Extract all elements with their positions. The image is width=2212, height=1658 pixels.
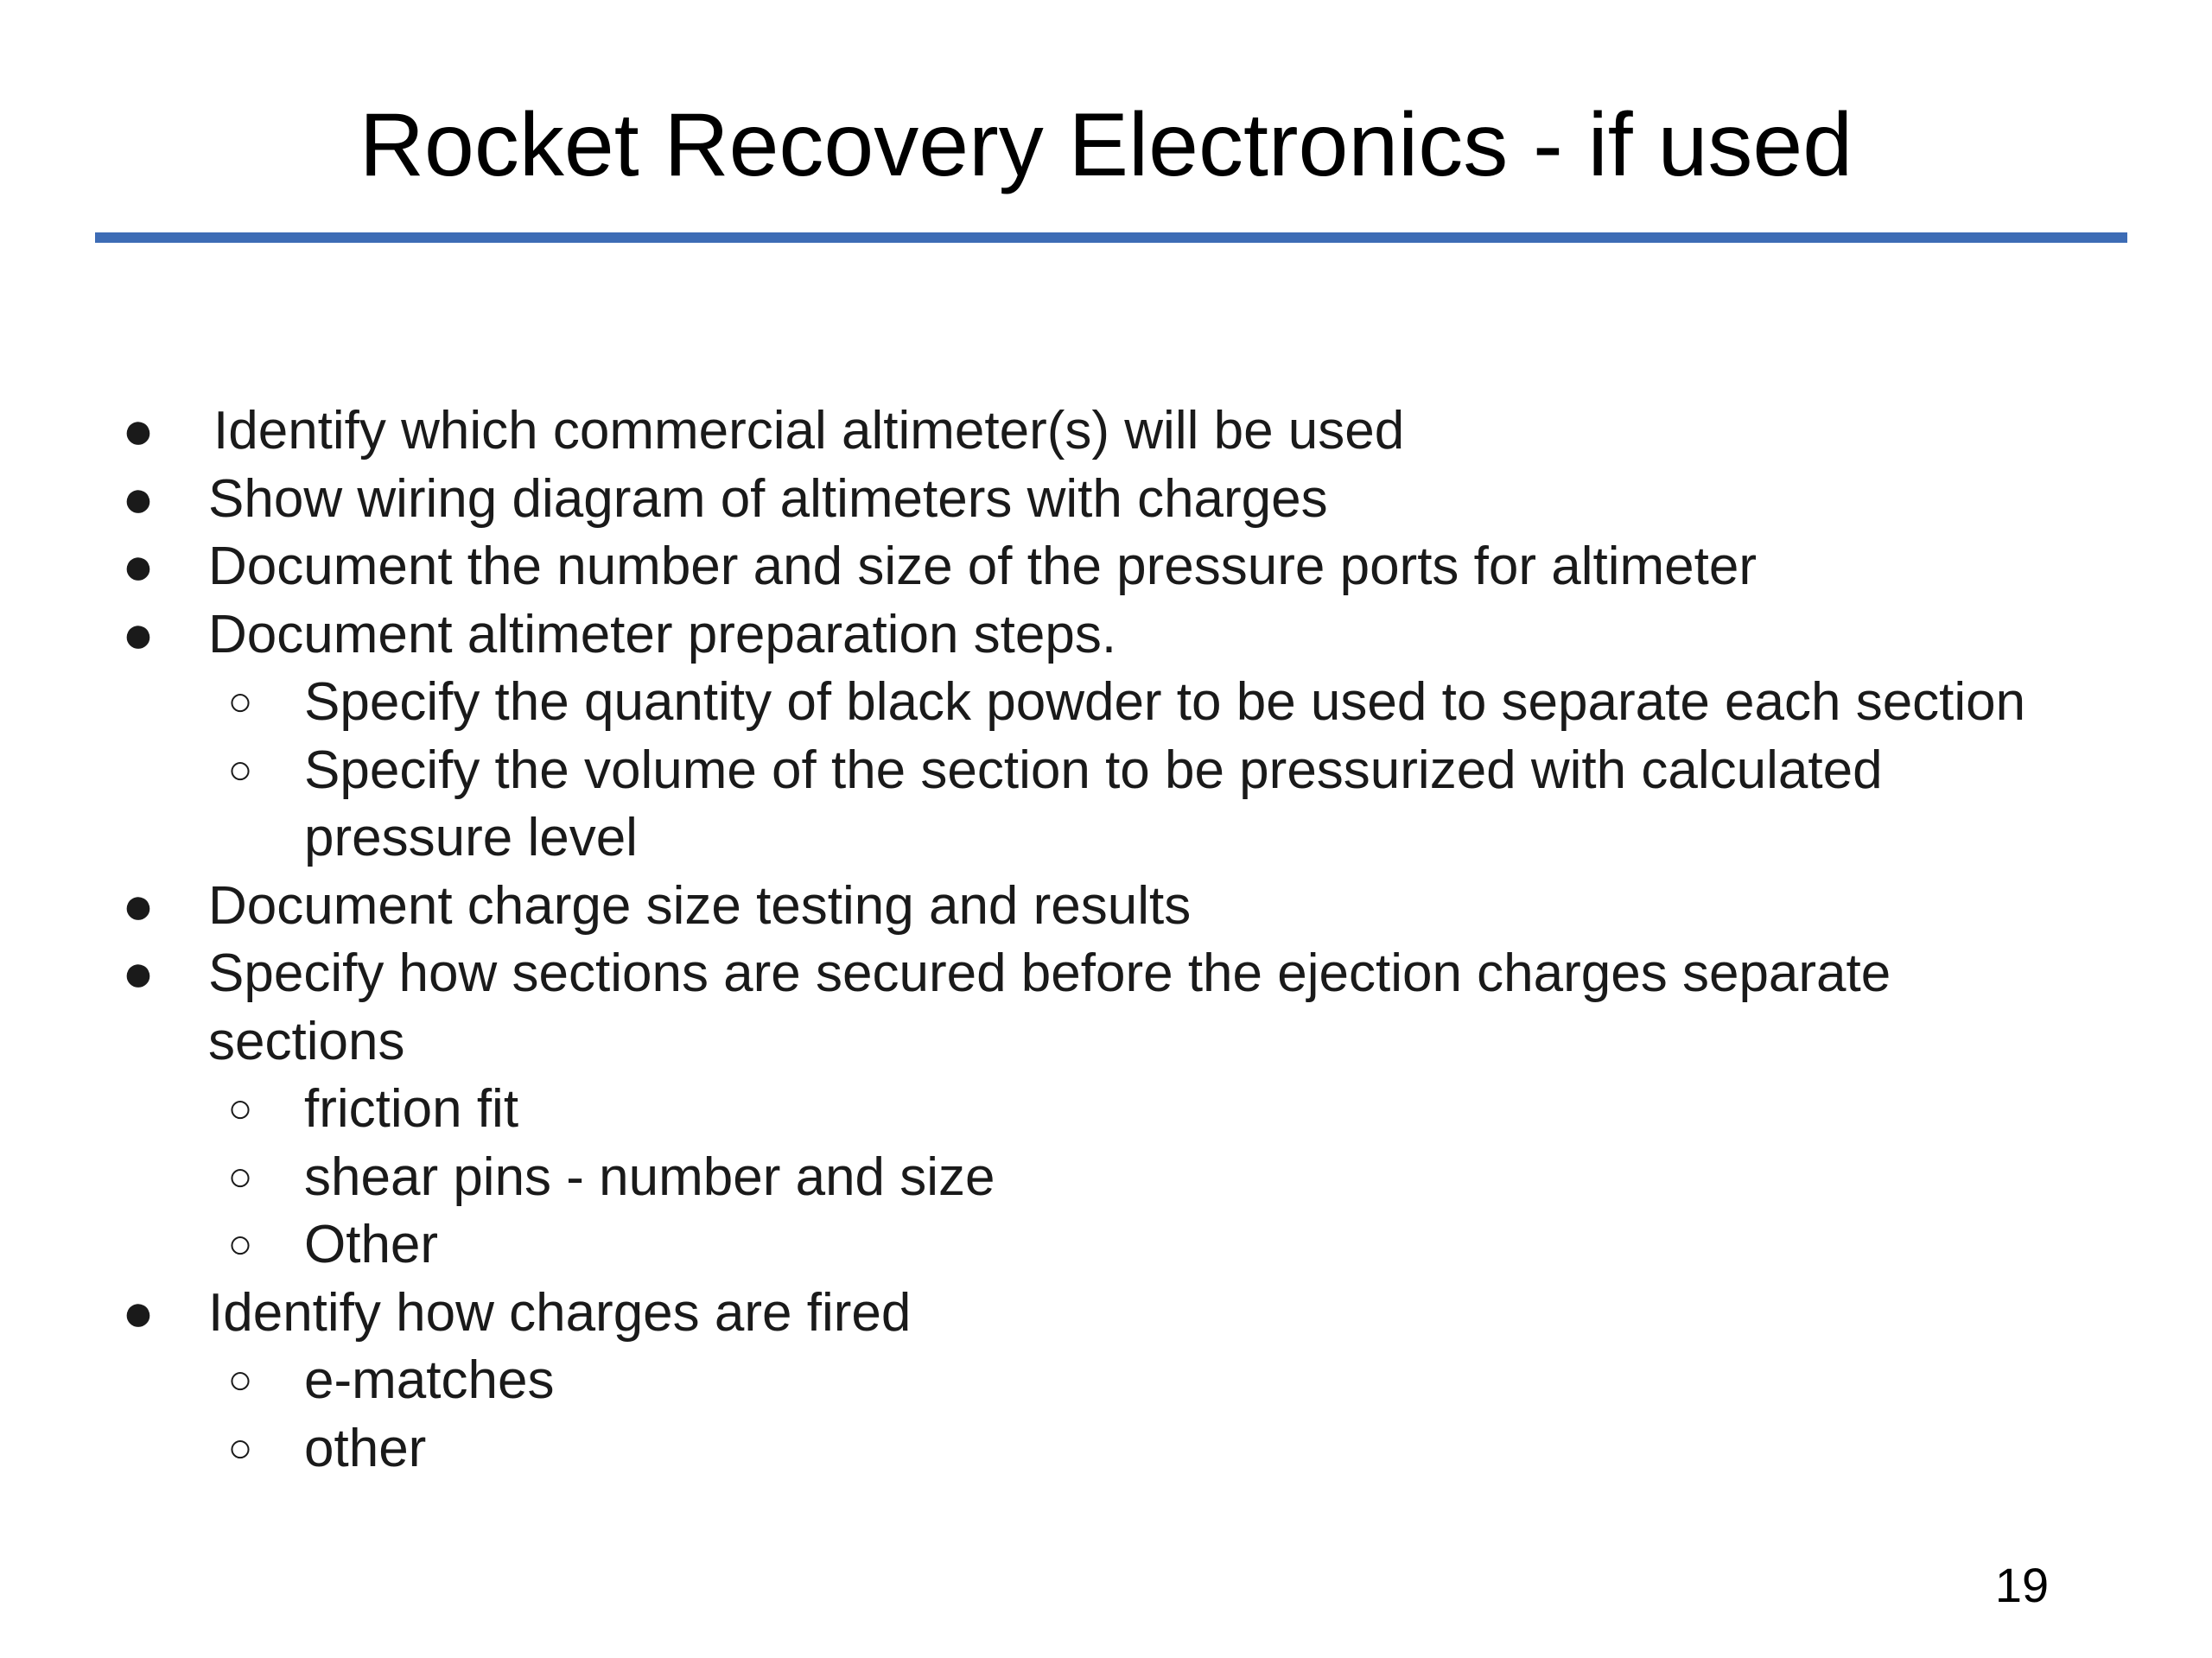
list-item-text: Other — [304, 1215, 439, 1274]
list-item-text: pressure level — [304, 808, 638, 867]
list-item-text: other — [304, 1418, 427, 1478]
list-item-text: Document altimeter preparation steps. — [208, 604, 1117, 664]
list-item — [0, 1347, 2212, 1415]
list-item — [0, 601, 2212, 670]
list-item — [0, 1280, 2212, 1348]
list-item — [0, 1211, 2212, 1280]
list-item-text: Document the number and size of the pressure ports for altimeter — [208, 537, 1757, 596]
list-item-text: Show wiring diagram of altimeters with charges — [208, 468, 1328, 529]
hollow-circle-bullet-icon: ○ — [227, 1357, 253, 1403]
list-item-continuation — [0, 804, 2212, 873]
list-item-text: Identify which commercial altimeter(s) will be used — [213, 401, 1405, 461]
list-item-text: shear pins - number and size — [304, 1147, 995, 1207]
hollow-circle-bullet-icon: ○ — [227, 1222, 253, 1267]
filled-circle-bullet-icon: ● — [122, 1282, 155, 1343]
list-item-text: sections — [208, 1011, 405, 1071]
list-item — [0, 1415, 2212, 1483]
hollow-circle-bullet-icon: ○ — [227, 679, 253, 725]
list-item-text: Identify how charges are fired — [208, 1282, 912, 1343]
hollow-circle-bullet-icon: ○ — [227, 746, 253, 793]
slide-title: Rocket Recovery Electronics - if used — [359, 95, 1853, 195]
hollow-circle-bullet-icon: ○ — [227, 1086, 253, 1132]
list-item-text: Specify how sections are secured before the ejection charges separate — [208, 943, 1891, 1003]
hollow-circle-bullet-icon: ○ — [227, 1153, 253, 1200]
list-item-text: Specify the quantity of black powder to be used to separate each section — [304, 672, 2026, 732]
filled-circle-bullet-icon: ● — [122, 943, 155, 1003]
list-item — [0, 466, 2212, 534]
list-item-text: e-matches — [304, 1350, 555, 1410]
list-item — [0, 1144, 2212, 1212]
filled-circle-bullet-icon: ● — [122, 604, 155, 664]
list-item — [0, 737, 2212, 805]
page-number: 19 — [1994, 1558, 2050, 1612]
list-item-text: friction fit — [304, 1079, 519, 1139]
filled-circle-bullet-icon: ● — [122, 401, 155, 461]
list-item-continuation — [0, 1008, 2212, 1077]
list-item — [0, 533, 2212, 601]
list-item — [0, 397, 2212, 466]
list-item — [0, 1076, 2212, 1144]
list-item — [0, 669, 2212, 737]
filled-circle-bullet-icon: ● — [122, 468, 155, 529]
list-item — [0, 940, 2212, 1008]
title-divider — [95, 232, 2127, 243]
filled-circle-bullet-icon: ● — [122, 875, 155, 936]
list-item-text: Document charge size testing and results — [208, 875, 1192, 936]
list-item-text: Specify the volume of the section to be pressurized with calculated — [304, 740, 1883, 800]
list-item — [0, 873, 2212, 941]
filled-circle-bullet-icon: ● — [122, 537, 155, 596]
hollow-circle-bullet-icon: ○ — [227, 1425, 253, 1471]
bullet-list — [0, 397, 2212, 1483]
